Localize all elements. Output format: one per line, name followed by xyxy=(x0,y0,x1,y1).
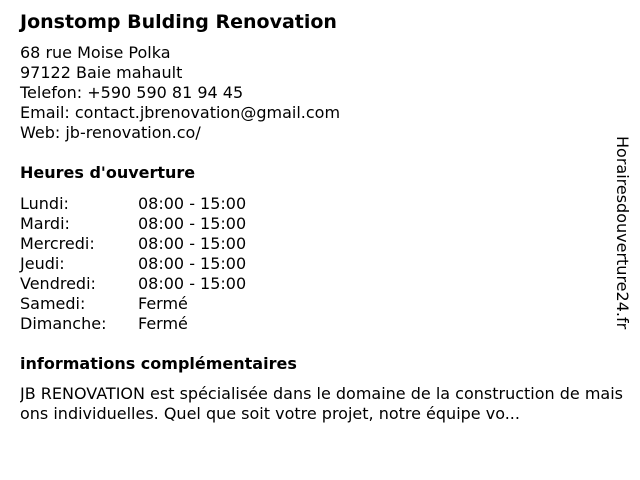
day-label: Jeudi: xyxy=(20,254,65,273)
business-name: Jonstomp Bulding Renovation xyxy=(20,11,337,33)
day-label: Samedi: xyxy=(20,294,86,313)
hours-row-mercredi xyxy=(20,234,246,254)
hours-value: 08:00 - 15:00 xyxy=(138,254,247,273)
web-line: Web: jb-renovation.co/ xyxy=(20,123,201,142)
hours-row-lundi xyxy=(20,194,246,214)
email-line: Email: contact.jbrenovation@gmail.com xyxy=(20,103,341,122)
hours-value: 08:00 - 15:00 xyxy=(138,194,247,213)
hours-row-mardi xyxy=(20,214,246,234)
hours-row-vendredi xyxy=(20,274,246,294)
hours-value: Fermé xyxy=(138,314,188,333)
hours-value: 08:00 - 15:00 xyxy=(138,214,247,233)
day-label: Mercredi: xyxy=(20,234,95,253)
day-label: Lundi: xyxy=(20,194,69,213)
address-line-2: 97122 Baie mahault xyxy=(20,63,183,82)
opening-hours-heading: Heures d'ouverture xyxy=(20,163,196,182)
opening-hours-list xyxy=(20,194,246,334)
hours-row-dimanche xyxy=(20,314,246,334)
hours-row-jeudi xyxy=(20,254,246,274)
day-label: Dimanche: xyxy=(20,314,107,333)
address-line-1: 68 rue Moise Polka xyxy=(20,43,171,62)
contact-block xyxy=(20,43,340,143)
hours-value: 08:00 - 15:00 xyxy=(138,274,247,293)
business-description: JB RENOVATION est spécialisée dans le domaine de la construction de maisons individuelles. Quel que soit votre projet, notre équipe vo... xyxy=(20,384,623,423)
hours-value: 08:00 - 15:00 xyxy=(138,234,247,253)
hours-value: Fermé xyxy=(138,294,188,313)
site-brand-vertical: Horairesdouverture24.fr xyxy=(613,136,632,330)
day-label: Mardi: xyxy=(20,214,70,233)
phone-line: Telefon: +590 590 81 94 45 xyxy=(20,83,244,102)
additional-info-heading: informations complémentaires xyxy=(20,354,297,373)
hours-row-samedi xyxy=(20,294,246,314)
day-label: Vendredi: xyxy=(20,274,96,293)
